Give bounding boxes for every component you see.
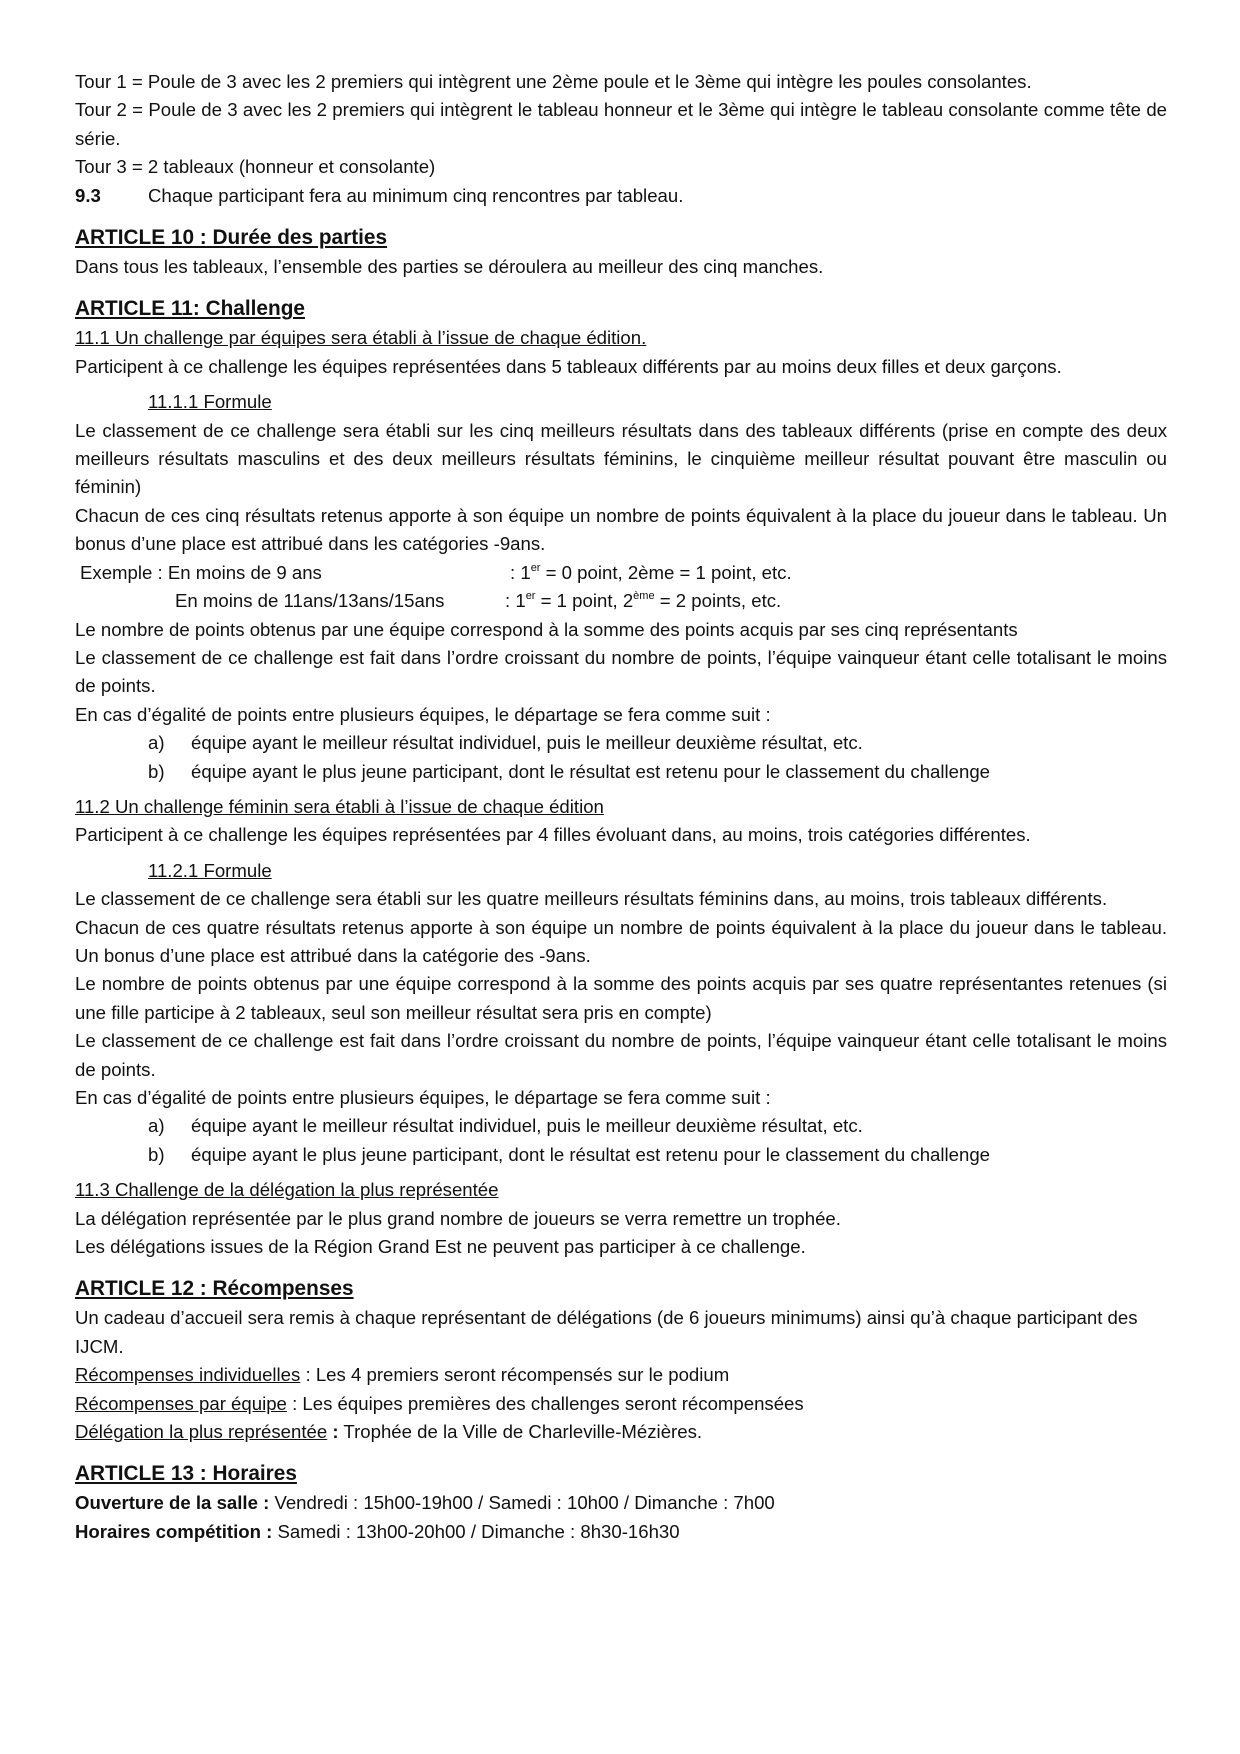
hours-text: Samedi : 13h00-20h00 / Dimanche : 8h30-16h30 [272, 1520, 680, 1542]
document-page [75, 68, 1167, 1546]
example-line-1 [75, 559, 1167, 587]
example-1-label: Exemple : En moins de 9 ans [80, 561, 322, 583]
tour-1-text: Tour 1 = Poule de 3 avec les 2 premiers qui intègrent une 2ème poule et le 3ème qui intègre les poules consolantes. [75, 71, 1032, 92]
formule-label: 11.1.1 Formule [148, 391, 272, 413]
paragraph-text: Chaque participant fera au minimum cinq rencontres par tableau. [148, 184, 684, 206]
list-text: équipe ayant le meilleur résultat individuel, puis le meilleur deuxième résultat, etc. [191, 732, 863, 754]
reward-delegation [75, 1418, 1167, 1446]
article-13 [75, 1459, 1167, 1546]
hours-label: Horaires compétition : [75, 1520, 273, 1542]
formule-11-2-1-heading [75, 857, 1167, 885]
list-text: équipe ayant le plus jeune participant, dont le résultat est retenu pour le classement du challenge [191, 1143, 991, 1165]
reward-text: : Les équipes premières des challenges seront récompensées [286, 1392, 804, 1414]
article-11-title: ARTICLE 11: Challenge [75, 297, 305, 321]
formule-11-1-1-p4: Le classement de ce challenge est fait dans l’ordre croissant du nombre de points, l’équipe vainqueur étant celle totalisant le moins de points. [75, 646, 1167, 697]
formule-label: 11.2.1 Formule [148, 859, 272, 881]
superscript: er [530, 561, 541, 574]
list-item [75, 758, 1167, 786]
formule-11-1-1-heading [75, 388, 272, 416]
article-10-title: ARTICLE 10 : Durée des parties [75, 226, 388, 250]
section-11-3-p1: La délégation représentée par le plus grand nombre de joueurs se verra remettre un trophée. [75, 1207, 841, 1229]
list-item [75, 1112, 1167, 1140]
formule-11-2-1-p3: Le nombre de points obtenus par une équipe correspond à la somme des points acquis par ses quatre représentantes retenues (si une fille participe à 2 tableaux, seul son meilleur résultat sera pris en compte) [75, 973, 1167, 1023]
section-11-1-heading: 11.1 Un challenge par équipes sera établi à l’issue de chaque édition. [75, 327, 647, 349]
paragraph-number: 9.3 [75, 184, 101, 206]
hours-text: Vendredi : 15h00-19h00 / Samedi : 10h00 / Dimanche : 7h00 [274, 1492, 775, 1514]
value-part: = 0 point, 2ème = 1 point, etc. [540, 561, 792, 583]
list-item [75, 729, 1167, 757]
reward-label: Délégation la plus représentée [75, 1421, 328, 1443]
formule-11-2-1-p1: Le classement de ce challenge sera établi sur les quatre meilleurs résultats féminins dans, au moins, trois tableaux différents. [75, 888, 1108, 910]
tour-2-text: Tour 2 = Poule de 3 avec les 2 premiers qui intègrent le tableau honneur et le 3ème qui intègre le tableau consolante comme tête de série. [75, 99, 1167, 149]
article-10 [75, 223, 1167, 281]
formule-11-1-1-p5: En cas d’égalité de points entre plusieurs équipes, le départage se fera comme suit : [75, 703, 771, 725]
list-marker: b) [148, 1143, 165, 1165]
superscript: er [525, 590, 536, 603]
list-marker: a) [148, 1115, 165, 1137]
article-9-continuation [75, 68, 1167, 210]
article-13-title: ARTICLE 13 : Horaires [75, 1462, 297, 1486]
reward-label: Récompenses individuelles [75, 1364, 301, 1386]
formule-11-1-1-p2: Chacun de ces cinq résultats retenus apporte à son équipe un nombre de points équivalent à la place du joueur dans le tableau. Un bonus d’une place est attribué dans les catégories -9ans. [75, 504, 1167, 555]
value-part: : 1 [505, 590, 526, 612]
article-11 [75, 294, 1167, 1261]
article-12 [75, 1274, 1167, 1446]
reward-text: Trophée de la Ville de Charleville-Mézières. [338, 1421, 703, 1443]
value-part: : 1 [510, 561, 531, 583]
reward-label: Récompenses par équipe [75, 1392, 287, 1414]
superscript: ème [633, 590, 655, 603]
reward-colon: : [327, 1421, 339, 1443]
list-marker: a) [148, 732, 165, 754]
example-2-value [505, 587, 781, 615]
example-line-2 [75, 587, 1167, 615]
example-2-label: En moins de 11ans/13ans/15ans [175, 590, 445, 612]
section-11-3-heading: 11.3 Challenge de la délégation la plus représentée [75, 1179, 499, 1201]
article-10-text: Dans tous les tableaux, l’ensemble des parties se déroulera au meilleur des cinq manches. [75, 256, 824, 278]
value-part: = 1 point, 2 [535, 590, 634, 612]
formule-11-2-1-p4: Le classement de ce challenge est fait dans l’ordre croissant du nombre de points, l’équipe vainqueur étant celle totalisant le moins de points. [75, 1030, 1167, 1080]
list-text: équipe ayant le meilleur résultat individuel, puis le meilleur deuxième résultat, etc. [191, 1115, 863, 1137]
value-part: = 2 points, etc. [654, 590, 782, 612]
reward-text: : Les 4 premiers seront récompensés sur le podium [300, 1364, 730, 1386]
formule-11-2-1-p2: Chacun de ces quatre résultats retenus apporte à son équipe un nombre de points équivalent à la place du joueur dans le tableau. Un bonus d’une place est attribué dans la catégorie des -9ans. [75, 916, 1167, 966]
hours-competition [75, 1518, 1167, 1546]
section-11-2-heading: 11.2 Un challenge féminin sera établi à l’issue de chaque édition [75, 795, 604, 817]
tour-3-text: Tour 3 = 2 tableaux (honneur et consolante) [75, 156, 436, 178]
list-text: équipe ayant le plus jeune participant, dont le résultat est retenu pour le classement du challenge [191, 760, 991, 782]
section-11-3-p2: Les délégations issues de la Région Grand Est ne peuvent pas participer à ce challenge. [75, 1236, 806, 1258]
hours-opening [75, 1489, 1167, 1517]
paragraph-9-3 [75, 182, 1167, 210]
article-12-text: Un cadeau d’accueil sera remis à chaque représentant de délégations (de 6 joueurs minimums) ainsi qu’à chaque participant des IJCM. [75, 1307, 1138, 1357]
reward-individual [75, 1361, 1167, 1389]
list-item [75, 1141, 1167, 1169]
section-11-2-text: Participent à ce challenge les équipes représentées par 4 filles évoluant dans, au moins, trois catégories différentes. [75, 824, 1031, 846]
section-11-1-text: Participent à ce challenge les équipes représentées dans 5 tableaux différents par au moins deux filles et deux garçons. [75, 355, 1062, 377]
hours-label: Ouverture de la salle : [75, 1492, 275, 1514]
article-12-title: ARTICLE 12 : Récompenses [75, 1277, 354, 1301]
formule-11-1-1-p3: Le nombre de points obtenus par une équipe correspond à la somme des points acquis par ses cinq représentants [75, 618, 1018, 640]
reward-team [75, 1390, 1167, 1418]
example-1-value [510, 559, 792, 587]
formule-11-1-1-p1: Le classement de ce challenge sera établi sur les cinq meilleurs résultats dans des tableaux différents (prise en compte des deux meilleurs résultats masculins et des deux meilleurs résultats féminins, le cinquième meilleur résultat pouvant être masculin ou féminin) [75, 419, 1167, 498]
list-marker: b) [148, 760, 165, 782]
formule-11-2-1-p5: En cas d’égalité de points entre plusieurs équipes, le départage se fera comme suit : [75, 1087, 771, 1108]
